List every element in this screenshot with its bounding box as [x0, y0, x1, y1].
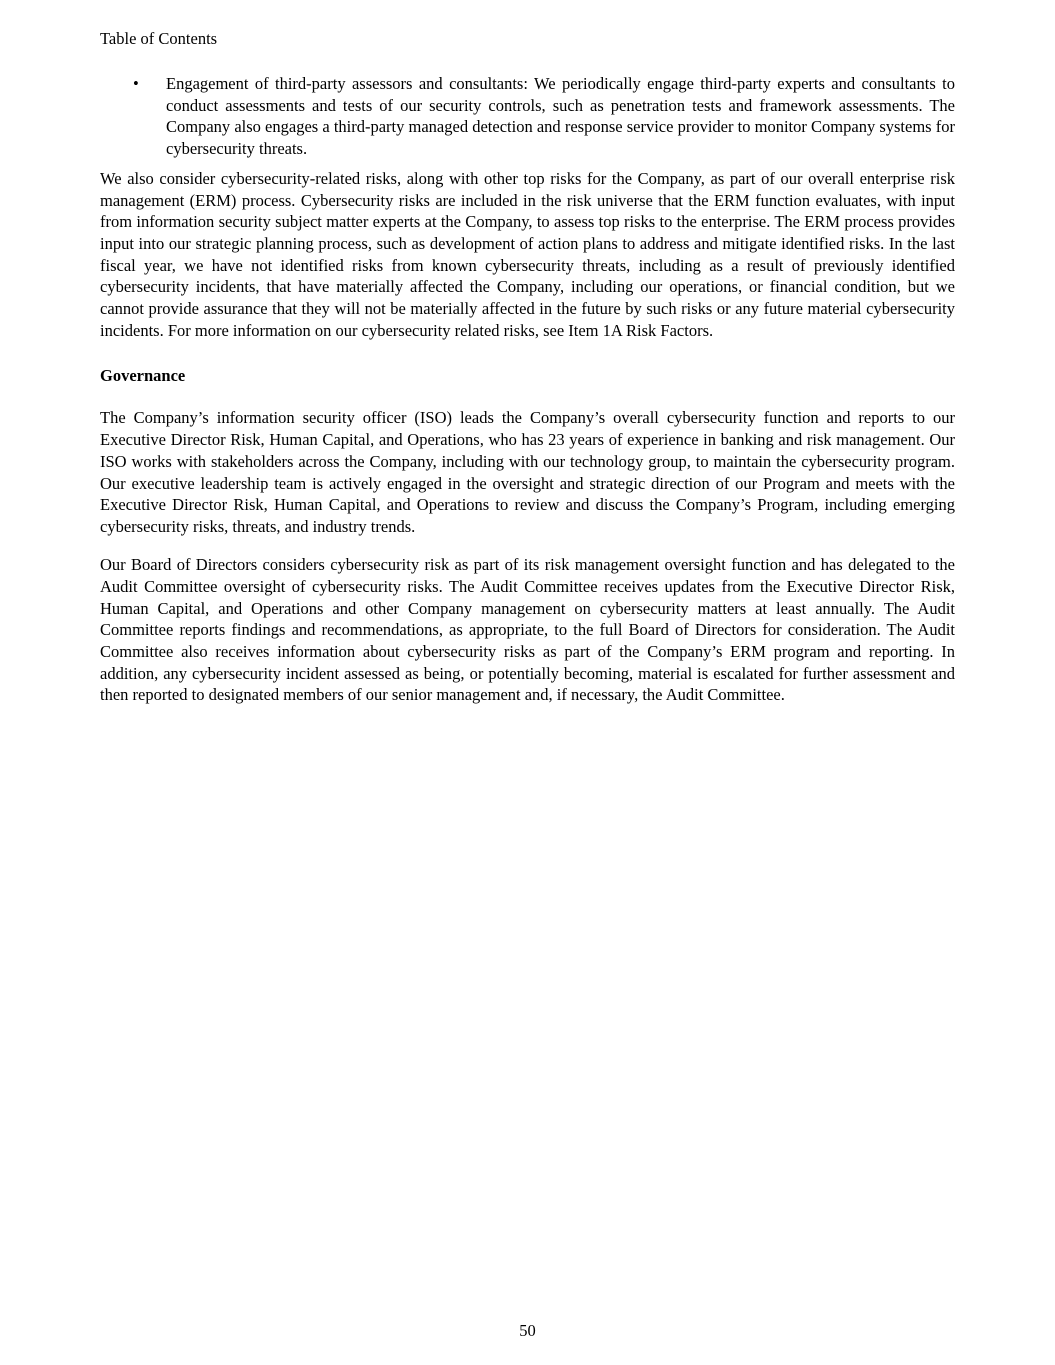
document-content: [100, 0, 955, 723]
erm-paragraph: We also consider cybersecurity-related risks, along with other top risks for the Company, as part of our overall enterprise risk management (ERM) process. Cybersecurity risks are included in the risk universe that the ERM function evaluates, with input from information security subject matter experts at the Company, to assess top risks to the enterprise. The ERM process provides input into our strategic planning process, such as development of action plans to address and mitigate identified risks. In the last fiscal year, we have not identified risks from known cybersecurity threats, including as a result of previously identified cybersecurity incidents, that have materially affected the Company, including our operations, or financial condition, but we cannot provide assurance that they will not be materially affected in the future by such risks or any future material cybersecurity incidents. For more information on our cybersecurity related risks, see Item 1A Risk Factors.: [100, 168, 955, 340]
bullet-marker: •: [133, 74, 139, 93]
governance-paragraph-board: Our Board of Directors considers cybersecurity risk as part of its risk management oversight function and has delegated to the Audit Committee oversight of cybersecurity risks. The Audit Committee receives updates from the Executive Director Risk, Human Capital, and Operations and other Company management on cybersecurity matters at least annually. The Audit Committee reports findings and recommendations, as appropriate, to the full Board of Directors for consideration. The Audit Committee also receives information about cybersecurity risks as part of the Company’s ERM program and reporting. In addition, any cybersecurity incident assessed as being, or potentially becoming, material is escalated for further assessment and then reported to designated members of our senior management and, if necessary, the Audit Committee.: [100, 555, 955, 705]
governance-heading: Governance: [100, 366, 186, 386]
governance-paragraph-iso: The Company’s information security officer (ISO) leads the Company’s overall cybersecurity function and reports to our Executive Director Risk, Human Capital, and Operations, who has 23 years of experience in banking and risk management. Our ISO works with stakeholders across the Company, including with our technology group, to maintain the cybersecurity program. Our executive leadership team is actively engaged in the oversight and strategic direction of our Program and meets with the Executive Director Risk, Human Capital, and Operations to review and discuss the Company’s Program, including emerging cybersecurity risks, threats, and industry trends.: [100, 408, 955, 536]
bullet-list-item: [100, 73, 955, 160]
page-number: 50: [519, 1321, 536, 1340]
bullet-item-text: Engagement of third-party assessors and consultants: We periodically engage third-party experts and consultants to conduct assessments and tests of our security controls, such as penetration tests and framework assessments. The Company also engages a third-party managed detection and response service provider to monitor Company systems for cybersecurity threats.: [166, 74, 955, 159]
table-of-contents-link[interactable]: Table of Contents: [100, 29, 218, 48]
